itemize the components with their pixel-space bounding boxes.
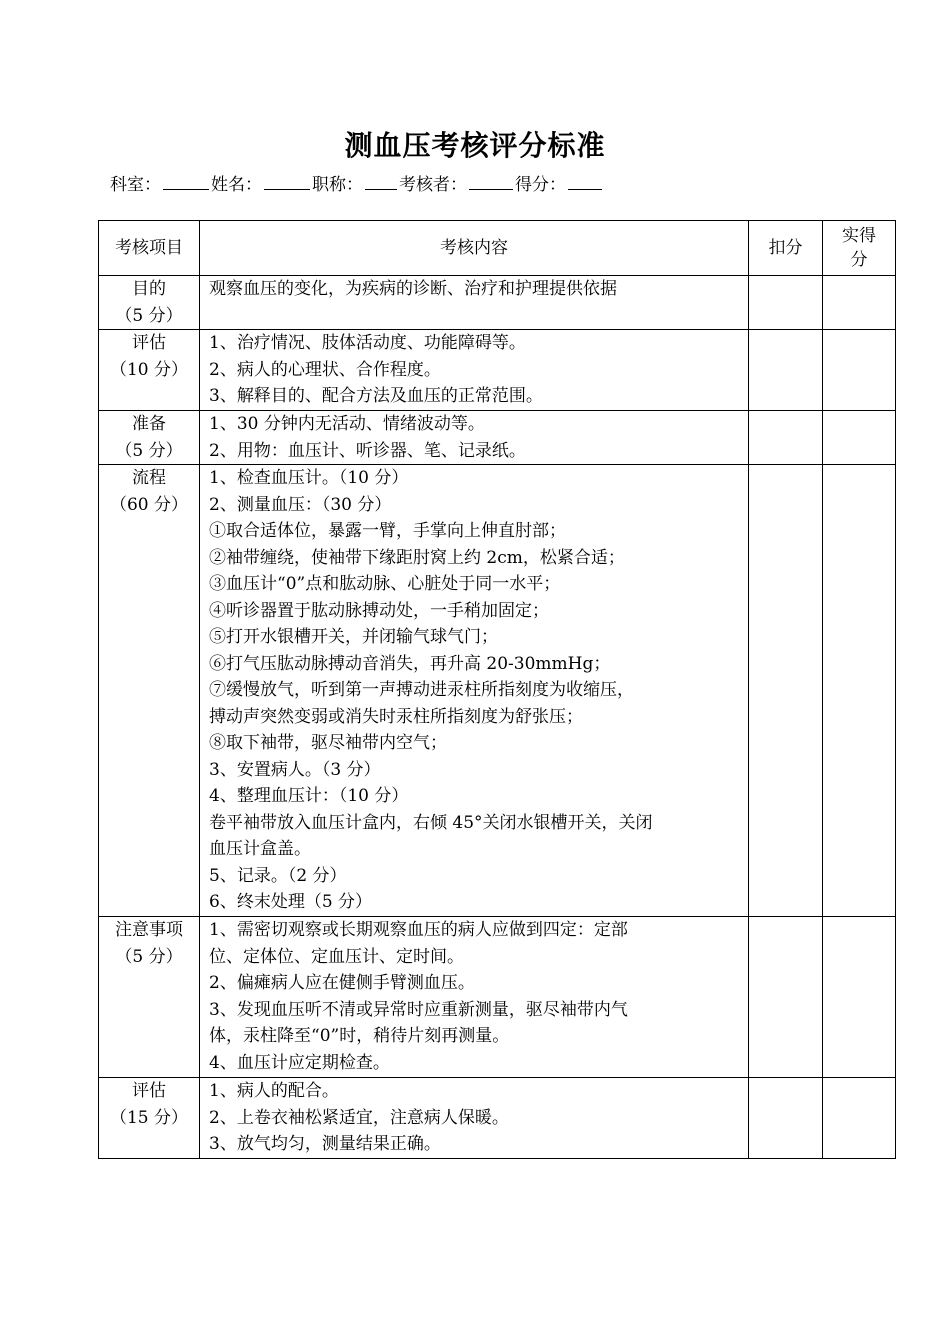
item-points: （10 分） xyxy=(109,359,189,380)
item-cell xyxy=(99,411,200,465)
actual-score-cell[interactable] xyxy=(823,330,896,411)
table-row xyxy=(99,917,896,1078)
content-line: ⑤打开水银槽开关，并闭输气球气门； xyxy=(209,627,498,647)
table-row xyxy=(99,330,896,411)
header-deduct: 扣分 xyxy=(749,221,823,276)
item-name: 准备 xyxy=(132,414,166,434)
deduct-cell[interactable] xyxy=(749,1078,823,1159)
table-header-row xyxy=(99,221,896,276)
item-name: 目的 xyxy=(132,279,166,299)
deduct-cell[interactable] xyxy=(749,330,823,411)
table-body xyxy=(99,276,896,1159)
content-line: 血压计盒盖。 xyxy=(209,839,311,859)
content-line: 2、上卷衣袖松紧适宜，注意病人保暖。 xyxy=(209,1107,509,1128)
scoring-table xyxy=(98,220,896,1159)
score-label: 得分： xyxy=(515,175,566,195)
content-line: 1、需密切观察或长期观察血压的病人应做到四定：定部 xyxy=(209,920,628,940)
examiner-blank xyxy=(469,172,513,190)
content-line: 位、定体位、定血压计、定时间。 xyxy=(209,946,464,967)
content-cell xyxy=(200,465,749,917)
table-row xyxy=(99,276,896,330)
content-line: ⑧取下袖带，驱尽袖带内空气； xyxy=(209,733,447,753)
item-points: （5 分） xyxy=(115,305,183,326)
item-points: （15 分） xyxy=(109,1107,189,1128)
content-line: 搏动声突然变弱或消失时汞柱所指刻度为舒张压； xyxy=(209,706,583,727)
header-item: 考核项目 xyxy=(99,221,200,276)
content-line: 1、30 分钟内无活动、情绪波动等。 xyxy=(209,414,485,434)
name-blank xyxy=(264,172,310,190)
content-line: ②袖带缠绕，使袖带下缘距肘窝上约 2cm，松紧合适； xyxy=(209,547,625,568)
item-name: 评估 xyxy=(132,1081,166,1101)
actual-score-cell[interactable] xyxy=(823,276,896,330)
content-line: 体，汞柱降至“0”时，稍待片刻再测量。 xyxy=(209,1026,510,1046)
department-label: 科室： xyxy=(110,175,161,195)
content-line: 3、安置病人。（3 分） xyxy=(209,759,381,780)
content-line: 1、检查血压计。（10 分） xyxy=(209,468,409,488)
page-title: 测血压考核评分标准 xyxy=(344,129,606,162)
content-line: 4、血压计应定期检查。 xyxy=(209,1052,390,1073)
examiner-label: 考核者： xyxy=(399,175,467,195)
deduct-cell[interactable] xyxy=(749,465,823,917)
item-cell xyxy=(99,1078,200,1159)
content-line: 2、病人的心理状、合作程度。 xyxy=(209,359,441,380)
content-line: 观察血压的变化，为疾病的诊断、治疗和护理提供依据 xyxy=(209,279,617,299)
content-cell xyxy=(200,1078,749,1159)
header-actual xyxy=(823,221,896,276)
title-blank xyxy=(365,172,397,190)
header-actual-line2: 分 xyxy=(850,250,868,270)
name-label: 姓名： xyxy=(211,175,262,195)
content-line: 1、治疗情况、肢体活动度、功能障碍等。 xyxy=(209,333,526,353)
title-label: 职称： xyxy=(312,175,363,195)
deduct-cell[interactable] xyxy=(749,411,823,465)
content-line: 3、放气均匀，测量结果正确。 xyxy=(209,1134,441,1154)
content-line: ③血压计“0”点和肱动脉、心脏处于同一水平； xyxy=(209,574,561,594)
actual-score-cell[interactable] xyxy=(823,917,896,1078)
item-cell xyxy=(99,465,200,917)
deduct-cell[interactable] xyxy=(749,917,823,1078)
content-line: 1、病人的配合。 xyxy=(209,1081,339,1101)
content-cell xyxy=(200,917,749,1078)
content-line: 4、整理血压计：（10 分） xyxy=(209,786,409,806)
actual-score-cell[interactable] xyxy=(823,1078,896,1159)
item-points: （5 分） xyxy=(115,440,183,461)
table-row xyxy=(99,1078,896,1159)
content-line: 2、用物：血压计、听诊器、笔、记录纸。 xyxy=(209,440,526,461)
department-blank xyxy=(163,172,209,190)
actual-score-cell[interactable] xyxy=(823,465,896,917)
item-name: 流程 xyxy=(132,468,166,488)
item-name: 注意事项 xyxy=(115,920,183,940)
content-line: 3、解释目的、配合方法及血压的正常范围。 xyxy=(209,386,543,406)
actual-score-cell[interactable] xyxy=(823,411,896,465)
item-points: （5 分） xyxy=(115,946,183,967)
item-cell xyxy=(99,276,200,330)
score-blank xyxy=(568,172,602,190)
header-actual-line1: 实得 xyxy=(842,226,876,246)
content-cell xyxy=(200,276,749,330)
content-line: ④听诊器置于肱动脉搏动处，一手稍加固定； xyxy=(209,600,549,621)
content-cell xyxy=(200,330,749,411)
header-content: 考核内容 xyxy=(200,221,749,276)
info-line xyxy=(110,170,604,195)
item-cell xyxy=(99,917,200,1078)
deduct-cell[interactable] xyxy=(749,276,823,330)
table-row xyxy=(99,411,896,465)
content-line: 2、测量血压：（30 分） xyxy=(209,494,392,515)
content-cell xyxy=(200,411,749,465)
content-line: 3、发现血压听不清或异常时应重新测量，驱尽袖带内气 xyxy=(209,999,628,1020)
item-name: 评估 xyxy=(132,333,166,353)
content-line: 2、偏瘫病人应在健侧手臂测血压。 xyxy=(209,973,475,993)
content-line: 6、终末处理（5 分） xyxy=(209,892,373,912)
item-points: （60 分） xyxy=(109,494,189,515)
table-row xyxy=(99,465,896,917)
content-line: ⑦缓慢放气，听到第一声搏动进汞柱所指刻度为收缩压， xyxy=(209,680,634,700)
content-line: 卷平袖带放入血压计盒内，右倾 45°关闭水银槽开关，关闭 xyxy=(209,812,653,833)
content-line: 5、记录。（2 分） xyxy=(209,865,347,886)
content-line: ①取合适体位，暴露一臂，手掌向上伸直肘部； xyxy=(209,521,566,541)
item-cell xyxy=(99,330,200,411)
content-line: ⑥打气压肱动脉搏动音消失，再升高 20-30mmHg； xyxy=(209,653,611,674)
